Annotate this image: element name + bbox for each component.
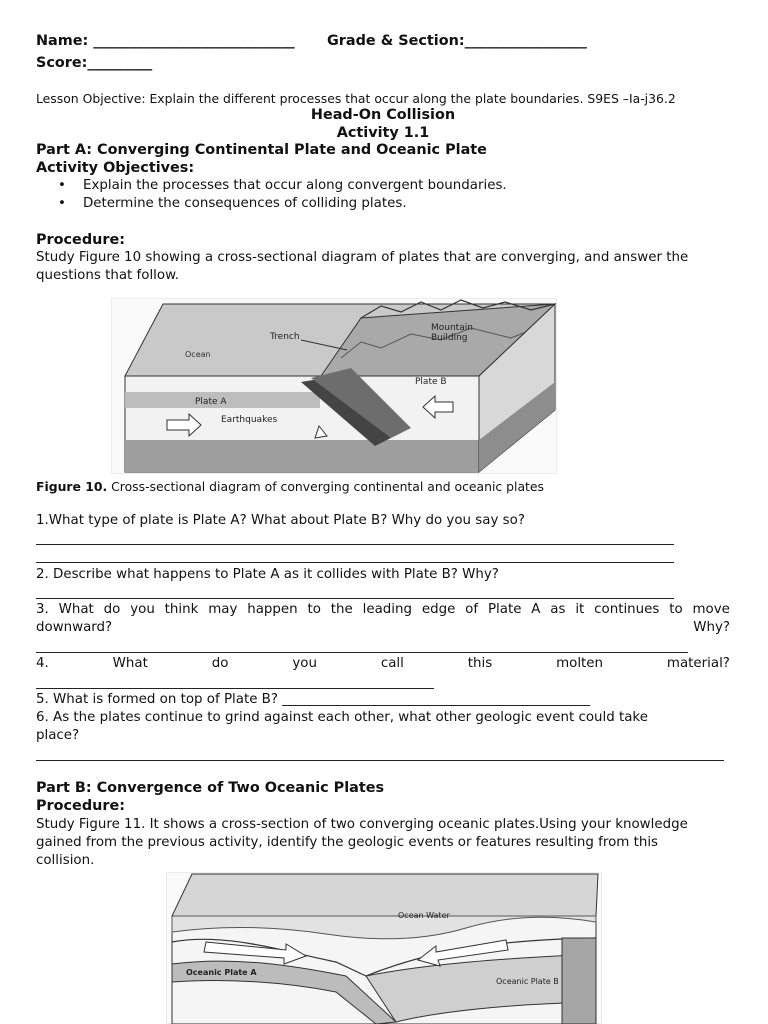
question-word: the: [330, 602, 353, 617]
question-2: 2. Describe what happens to Plate A as it collides with Plate B? Why?: [36, 567, 499, 582]
label-ocean-water: Ocean Water: [398, 911, 450, 920]
question-3-line-2: [36, 620, 730, 635]
question-word: do: [211, 656, 229, 671]
label-oceanic-plate-a: Oceanic Plate A: [186, 968, 257, 977]
question-3-text: downward?: [36, 620, 113, 635]
answer-line[interactable]: [36, 652, 688, 653]
question-word: A: [531, 602, 541, 617]
question-word: this: [467, 656, 493, 671]
label-mountain: Mountain: [431, 323, 473, 333]
question-word: 4.: [36, 656, 49, 671]
question-4: [36, 656, 730, 671]
answer-line[interactable]: [36, 688, 434, 689]
label-plate-b: Plate B: [415, 377, 447, 387]
label-oceanic-plate-b: Oceanic Plate B: [496, 977, 559, 986]
question-3-line-1: [36, 602, 730, 617]
question-word: think: [164, 602, 199, 617]
figure-10-diagram: [111, 298, 557, 474]
worksheet-title: Head-On Collision: [310, 107, 456, 123]
objective-item: Explain the processes that occur along convergent boundaries.: [83, 178, 507, 193]
question-word: it: [575, 602, 585, 617]
question-word: happen: [247, 602, 298, 617]
bullet-icon: •: [58, 196, 66, 211]
question-word: 3.: [36, 602, 49, 617]
question-6: place?: [36, 728, 80, 743]
procedure-text: collision.: [36, 853, 95, 868]
procedure-heading: Procedure:: [36, 232, 125, 248]
question-word: of: [465, 602, 479, 617]
procedure-text: questions that follow.: [36, 268, 180, 283]
answer-line[interactable]: [36, 544, 674, 545]
procedure-heading: Procedure:: [36, 798, 125, 814]
procedure-text: gained from the previous activity, identify the geologic events or features resulting from this: [36, 835, 659, 850]
question-word: What: [112, 656, 148, 671]
part-b-heading: Part B: Convergence of Two Oceanic Plates: [36, 780, 385, 796]
question-word: Plate: [487, 602, 522, 617]
label-plate-a: Plate A: [195, 397, 227, 407]
question-word: continues: [594, 602, 660, 617]
question-word: to: [307, 602, 321, 617]
procedure-text: Study Figure 11. It shows a cross-section of two converging oceanic plates.Using your knowledge: [36, 817, 688, 832]
question-1: 1.What type of plate is Plate A? What about Plate B? Why do you say so?: [36, 513, 525, 528]
activity-objectives-heading: Activity Objectives:: [36, 160, 195, 176]
question-word: you: [130, 602, 155, 617]
caption-text: Cross-sectional diagram of converging continental and oceanic plates: [107, 479, 544, 494]
answer-line[interactable]: [36, 562, 674, 563]
procedure-text: Study Figure 10 showing a cross-sectional diagram of plates that are converging, and answer the: [36, 250, 689, 265]
question-word: you: [292, 656, 317, 671]
question-word: move: [692, 602, 730, 617]
name-field[interactable]: Name: ____________________________: [36, 33, 295, 49]
label-ocean: Ocean: [185, 350, 211, 359]
question-word: What: [58, 602, 94, 617]
answer-line[interactable]: [36, 760, 724, 761]
caption-bold: Figure 10.: [36, 479, 108, 494]
activity-number: Activity 1.1: [336, 125, 430, 141]
score-field[interactable]: Score:_________: [36, 55, 153, 71]
grade-section-field[interactable]: Grade & Section:_________________: [327, 33, 587, 49]
question-word: leading: [362, 602, 412, 617]
label-building: Building: [431, 333, 468, 343]
bullet-icon: •: [58, 178, 66, 193]
label-trench: Trench: [270, 332, 300, 342]
question-word: to: [669, 602, 683, 617]
objective-item: Determine the consequences of colliding plates.: [83, 196, 407, 211]
question-word: as: [550, 602, 566, 617]
answer-line[interactable]: [36, 598, 674, 599]
figure-10-caption: [36, 479, 544, 494]
question-word: molten: [556, 656, 604, 671]
question-word: edge: [421, 602, 456, 617]
part-a-heading: Part A: Converging Continental Plate and Oceanic Plate: [36, 142, 487, 158]
question-5: 5. What is formed on top of Plate B? ______________________________________________: [36, 692, 591, 707]
question-word: material?: [666, 656, 730, 671]
figure-11-diagram: [166, 872, 602, 1024]
label-earthquakes: Earthquakes: [221, 415, 278, 425]
question-6: 6. As the plates continue to grind against each other, what other geologic event could take: [36, 710, 648, 725]
question-word: do: [103, 602, 121, 617]
question-3-text: Why?: [693, 620, 730, 635]
question-word: may: [208, 602, 238, 617]
lesson-objective: Lesson Objective: Explain the different processes that occur along the plate boundaries. S9ES –Ia-j36.2: [36, 91, 676, 106]
question-word: call: [380, 656, 404, 671]
